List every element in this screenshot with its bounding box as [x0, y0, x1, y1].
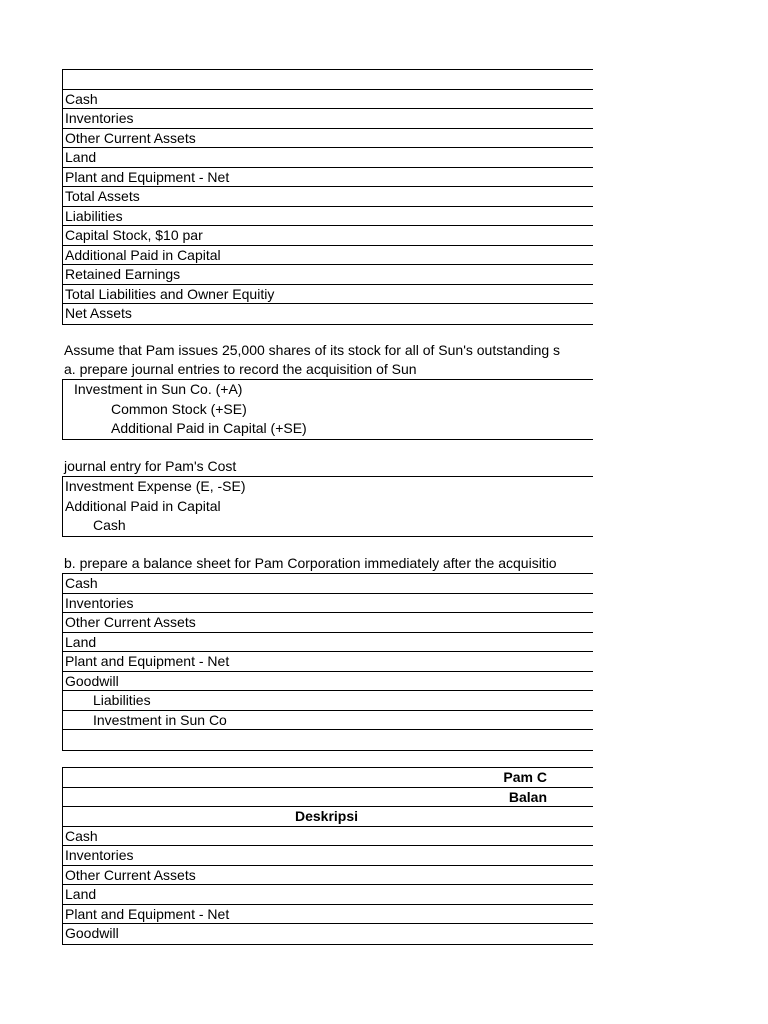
sheet-title: Pam C	[63, 768, 593, 788]
table-row[interactable]: Investment in Sun Co	[63, 711, 593, 731]
table-row[interactable]: Land	[63, 633, 593, 653]
table-row[interactable]: Additional Paid in Capital	[63, 246, 593, 266]
part-a-text: a. prepare journal entries to record the acquisition of Sun	[64, 361, 417, 377]
table-row[interactable]: Goodwill	[63, 672, 593, 692]
table-row[interactable]: Other Current Assets	[63, 613, 593, 633]
table-row[interactable]: Retained Earnings	[63, 265, 593, 285]
column-header: Deskripsi	[63, 807, 593, 827]
part-b-text: b. prepare a balance sheet for Pam Corporation immediately after the acquisitio	[64, 555, 557, 571]
table-row[interactable]: Total Assets	[63, 187, 593, 207]
cost-text: journal entry for Pam's Cost	[64, 458, 237, 474]
balance-table-2	[62, 573, 593, 751]
table-row[interactable]: Other Current Assets	[63, 866, 593, 886]
table-row[interactable]: Total Liabilities and Owner Equitiy	[63, 285, 593, 305]
balance-sheet-table	[62, 767, 593, 945]
table-row[interactable]: Capital Stock, $10 par	[63, 226, 593, 246]
entry-line[interactable]: Investment Expense (E, -SE)	[65, 478, 246, 494]
entry-line[interactable]: Common Stock (+SE)	[111, 400, 247, 417]
sheet-subtitle: Balan	[63, 788, 593, 808]
balance-table-1	[62, 69, 593, 325]
entry-line[interactable]: Additional Paid in Capital (+SE)	[111, 420, 307, 436]
table-row[interactable]: Inventories	[63, 109, 593, 129]
journal-entry-cost	[62, 476, 593, 537]
journal-entry-acquisition	[62, 379, 593, 440]
table-row[interactable]: Goodwill	[65, 925, 119, 941]
table-row[interactable]: Plant and Equipment - Net	[63, 905, 593, 925]
assume-text: Assume that Pam issues 25,000 shares of its stock for all of Sun's outstanding s	[64, 342, 561, 358]
table-row[interactable]: Plant and Equipment - Net	[63, 652, 593, 672]
entry-line[interactable]: Cash	[93, 517, 126, 533]
table-row[interactable]	[63, 70, 593, 90]
table-row[interactable]: Liabilities	[63, 207, 593, 227]
table-row[interactable]: Land	[63, 148, 593, 168]
table-row[interactable]: Other Current Assets	[63, 129, 593, 149]
table-row[interactable]: Net Assets	[65, 305, 132, 321]
table-row[interactable]: Inventories	[63, 594, 593, 614]
table-row[interactable]: Cash	[63, 574, 593, 594]
table-row[interactable]: Liabilities	[63, 691, 593, 711]
entry-line[interactable]: Additional Paid in Capital	[65, 497, 221, 514]
table-row[interactable]: Cash	[63, 827, 593, 847]
table-row[interactable]: Inventories	[63, 846, 593, 866]
table-row[interactable]: Land	[63, 885, 593, 905]
table-row[interactable]: Cash	[63, 90, 593, 110]
entry-line[interactable]: Investment in Sun Co. (+A)	[74, 381, 243, 397]
table-row[interactable]: Plant and Equipment - Net	[63, 168, 593, 188]
table-row[interactable]	[63, 730, 593, 750]
